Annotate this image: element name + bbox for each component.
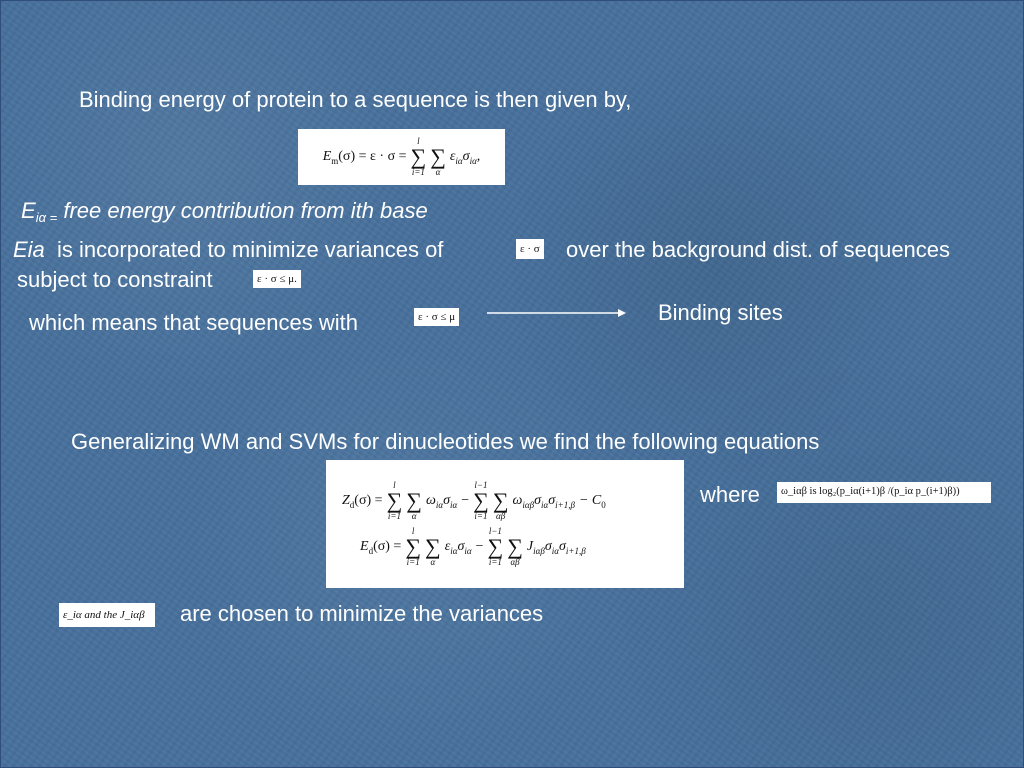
- variance-line: Eia is incorporated to minimize variances of: [13, 237, 444, 262]
- constraint-line: subject to constraint: [17, 267, 213, 292]
- background-dist-text: over the background dist. of sequences: [566, 237, 951, 262]
- constraint-equation: ε · σ ≤ μ.: [253, 270, 301, 288]
- where-label: where: [700, 482, 760, 507]
- e-equation: $E_d(\sigma)$ = l ∑ i=1 ∑ α $\varepsilon_{i\alpha}\sigma_{i\alpha}$ − l−1 ∑ i=1 ∑ αβ $J_{i\alpha\beta}\sigma_{i\alpha}\sigma_{i+1,\beta}$: [360, 526, 586, 567]
- sequences-constraint-equation: ε · σ ≤ μ: [414, 308, 459, 326]
- z-equation: $Z_d(\sigma)$ = l ∑ i=1 ∑ α $\omega_{i\alpha}\sigma_{i\alpha}$ − l−1 ∑ i=1 ∑ αβ $\omega_{i\alpha\beta}\sigma_{i\alpha}\sigma_{i+1,\beta}$ − $C_0$: [342, 480, 606, 521]
- generalizing-line: Generalizing WM and SVMs for dinucleotides we find the following equations: [71, 429, 820, 454]
- binding-energy-equation: $E_m(\sigma) = \varepsilon \cdot \sigma$ = l ∑ i=1 ∑ α $\varepsilon_{i\alpha}\sigma_{i\alpha}$,: [298, 129, 505, 185]
- minimize-variances-line: are chosen to minimize the variances: [180, 601, 544, 626]
- binding-sites-label: Binding sites: [658, 300, 783, 325]
- dinucleotide-equations: [326, 460, 684, 588]
- sequences-line: which means that sequences with: [29, 310, 358, 335]
- epsilon-sigma-equation: ε · σ: [516, 239, 544, 259]
- epsilon-and-j-equation: ε_iα and the J_iαβ: [59, 603, 155, 627]
- definition-line: $E_{i\alpha =}$ free energy contribution from ith base: [21, 198, 428, 225]
- intro-line: Binding energy of protein to a sequence is then given by,: [79, 87, 632, 112]
- arrow-icon: [487, 306, 627, 320]
- where-equation: ω_iαβ is log₂(p_iα(i+1)β /(p_iα p_(i+1)β)): [777, 482, 991, 503]
